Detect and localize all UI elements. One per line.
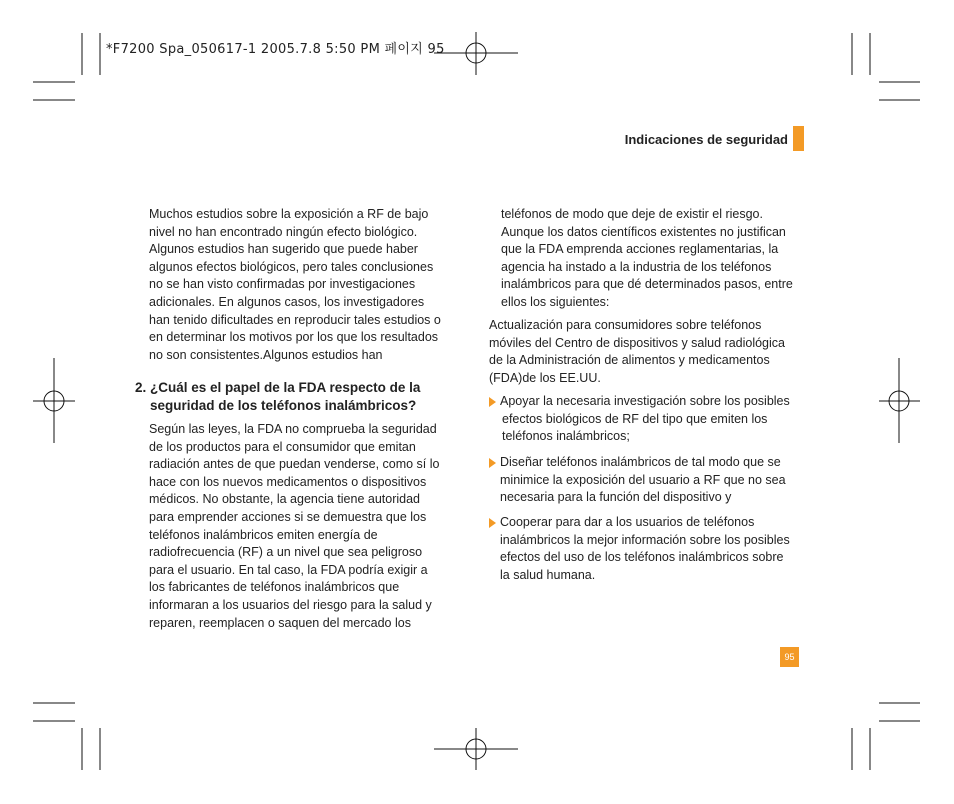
bullet-item [489,454,786,507]
text-line: teléfonos inalámbricos emiten energía de [149,527,378,542]
text-line: efectos del uso de los teléfonos inalámbricos sobre [500,550,784,565]
print-slug: *F7200 Spa_050617-1 2005.7.8 5:50 PM 페이지 95 [106,42,445,57]
text-line: agencia ha instado a la industria de los teléfonos [501,259,772,274]
text-line: los fabricantes de teléfonos inalámbricos que [149,580,400,595]
text-line: Aunque los datos científicos existentes no justifican [501,224,786,239]
text-line: teléfonos inalámbricos; [502,429,630,444]
text-line: inalámbricos la mejor información sobre los posibles [500,532,790,547]
text-line: no son consistentes.Algunos estudios han [149,347,383,362]
text-line: radiofrecuencia (RF) a un nivel que sea peligroso [149,545,423,560]
intro-paragraph [149,206,441,364]
text-line: adicionales. En algunos casos, los investigadores [149,294,425,309]
text-line: la salud humana. [500,567,596,582]
triangle-bullet-icon [489,397,496,407]
text-line: en determinar los motivos por los que los resultados [149,330,439,345]
triangle-bullet-icon [489,458,496,468]
text-line: hace con los nuevos medicamentos o dispositivos [149,474,427,489]
text-line: no se han visto confirmadas por investigaciones [149,277,416,292]
text-line: han tenido dificultades en reproducir tales estudios o [149,312,441,327]
triangle-bullet-icon [489,518,496,528]
text-line: algunos efectos biológicos, pero tales conclusiones [149,259,434,274]
question-line: 2. ¿Cuál es el papel de la FDA respecto de la [135,380,421,395]
text-line: que la FDA emprenda acciones reglamentarias, la [501,242,779,257]
page-number: 95 [780,647,799,667]
continuation-paragraph [501,206,793,312]
text-line: Según las leyes, la FDA no comprueba la seguridad [149,422,437,436]
text-line: teléfonos de modo que deje de existir el riesgo. [501,207,763,221]
text-line: radiación antes de que puedan venderse, como sí lo [149,457,440,472]
text-line: minimice la exposición del usuario a RF que no sea [500,472,786,487]
text-line: médicos. No obstante, la agencia tiene autoridad [149,492,421,507]
text-line: (FDA)de los EE.UU. [489,370,601,385]
text-line: Apoyar la necesaria investigación sobre los posibles [500,394,790,408]
text-line: móviles del Centro de dispositivos y salud radiológica [489,335,785,350]
text-line: necesaria para la función del dispositivo y [500,490,732,505]
question-heading [135,379,420,415]
bullet-item [489,514,790,584]
text-line: inalámbricos para que dé determinados pasos, entre [501,277,793,292]
text-line: Cooperar para dar a los usuarios de teléfonos [500,515,755,529]
question-line: seguridad de los teléfonos inalámbricos? [150,398,417,413]
text-line: Algunos estudios han sugerido que puede haber [149,242,418,257]
bullet-item [489,393,790,446]
text-line: ellos los siguientes: [501,294,610,309]
text-line: reparen, reemplacen o saquen del mercado los [149,615,411,630]
update-paragraph [489,317,785,387]
section-tab-marker [793,126,804,151]
text-line: nivel no han encontrado ningún efecto biológico. [149,224,418,239]
text-line: de los productos para el consumidor que emitan [149,439,416,454]
text-line: Actualización para consumidores sobre teléfonos [489,318,762,332]
text-line: para el usuario. En tal caso, la FDA podría exigir a [149,562,428,577]
answer-paragraph [149,421,439,632]
section-title: Indicaciones de seguridad [624,132,788,147]
text-line: Muchos estudios sobre la exposición a RF de bajo [149,207,429,221]
text-line: para emprender acciones si se demuestra que los [149,509,427,524]
text-line: efectos biológicos de RF del tipo que emiten los [502,411,768,426]
text-line: informaran a los usuarios del riesgo para la salud y [149,597,432,612]
text-line: de la Administración de alimentos y medicamentos [489,353,770,368]
text-line: Diseñar teléfonos inalámbricos de tal modo que se [500,455,781,469]
